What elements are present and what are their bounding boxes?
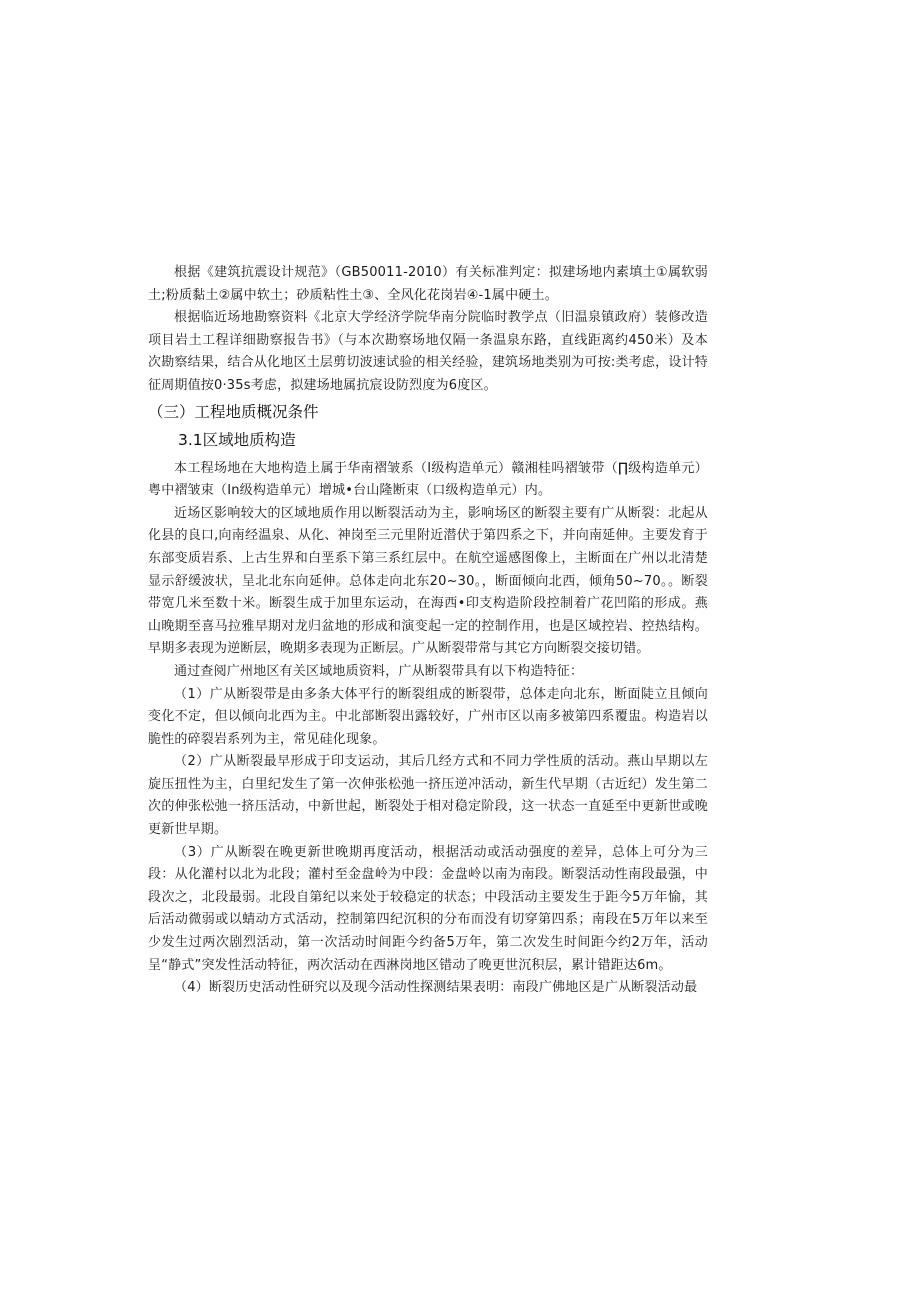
paragraph-features-intro: 通过查阅广州地区有关区域地质资料，广从断裂带具有以下构造特征： xyxy=(174,663,584,679)
paragraph-feature-2: （2）广从断裂最早形成于印支运动，其后几经方式和不同力学性质的活动。燕山早期以左旋压扭性为主，白里纪发生了第一次伸张松弛一挤压逆冲活动，新生代早期（古近纪）发生第二次的伸张松弛一挤压活动，中新世起，断裂处于相对稳定阶段，这一状态一直延至中更新世或晚更新世早期。 xyxy=(148,754,708,838)
paragraph-feature-1: （1）广从断裂带是由多条大体平行的断裂组成的断裂带，总体走向北东，断面陡立且倾向变化不定，但以倾向北西为主。中北部断裂出露较好，广州市区以南多被第四系覆盅。构造岩以脆性的碎裂岩系列为主，常见硅化现象。 xyxy=(148,686,708,747)
subsection-heading: 3.1区域地质构造 xyxy=(178,430,296,449)
section-heading: （三）工程地质概况条件 xyxy=(148,402,319,421)
paragraph-tectonic-unit: 本工程场地在大地构造上属于华南褶皱系（I级构造单元）赣湘桂吗褶皱带（∏级构造单元）粤中褶皱束（In级构造单元）增城•台山隆断束（口级构造单元）内。 xyxy=(148,460,708,499)
paragraph-site-category: 根据临近场地勘察资料《北京大学经济学院华南分院临时教学点（旧温泉镇政府）装修改造项目岩土工程详细勘察报告书》（与本次勘察场地仅隔一条温泉东路，直线距离约450米）及本次勘察结果，结合从化地区土层剪切波速试验的相关经验，建筑场地类别为可按:类考虑，设计特征周期值按0·35s考虑，拟建场地属抗宸设防烈度为6度区。 xyxy=(148,310,708,393)
paragraph-guangcong-fault: 近场区影响较大的区域地质作用以断裂活动为主，影响场区的断裂主要有广从断裂：北起从化县的良口,向南经温泉、从化、神岗至三元里附近潜伏于第四系之下，并向南延伸。主要发育于东部变质岩系、上古生界和白垩系下第三系红层中。在航空遥感图像上，主断面在广州以北清楚显示舒缓波状，呈北北东向延伸。总体走向北东20~30。，断面倾向北西，倾角50~70。。断裂带宽几米至数十米。断裂生成于加里东运动，在海西•印支构造阶段控制着广花凹陷的形成。燕山晚期至喜马拉雅早期对龙归盆地的形成和演变起一定的控制作用，也是区域控岩、控热结构。早期多表现为逆断层，晚期多表现为正断层。广从断裂带常与其它方向断裂交接切错。 xyxy=(148,505,708,657)
paragraph-feature-3: （3）广从断裂在晚更新世晚期再度活动，根据活动或活动强度的差异，总体上可分为三段：从化灌村以北为北段；灌村至金盘岭为中段：金盘岭以南为南段。断裂活动性南段最强，中段次之，北段最弱。北段自第纪以来处于较稳定的状态；中段活动主要发生于距今5万年愉，其后活动微弱或以蜻动方式活动，控制第四纪沉积的分布而没有切穿第四系；南段在5万年以来至少发生过两次剧烈活动，第一次活动时间距今约备5万年，第二次发生时间距今约2万年，活动呈“静式”突发性活动特征，两次活动在西淋岗地区错动了晚更世沉积层，累计错距达6m。 xyxy=(148,844,708,973)
document-page xyxy=(148,262,708,1000)
paragraph-feature-4: （4）断裂历史活动性研究以及现今活动性探测结果表明：南段广佛地区是广从断裂活动最 xyxy=(174,980,698,996)
paragraph-seismic-classification: 根据《建筑抗震设计规范》（GB50011-2010）有关标准判定：拟建场地内素填土①属软弱土;粉质黏土②属中软土；砂质粘性土③、全风化花岗岩④-1属中硬土。 xyxy=(148,265,708,303)
